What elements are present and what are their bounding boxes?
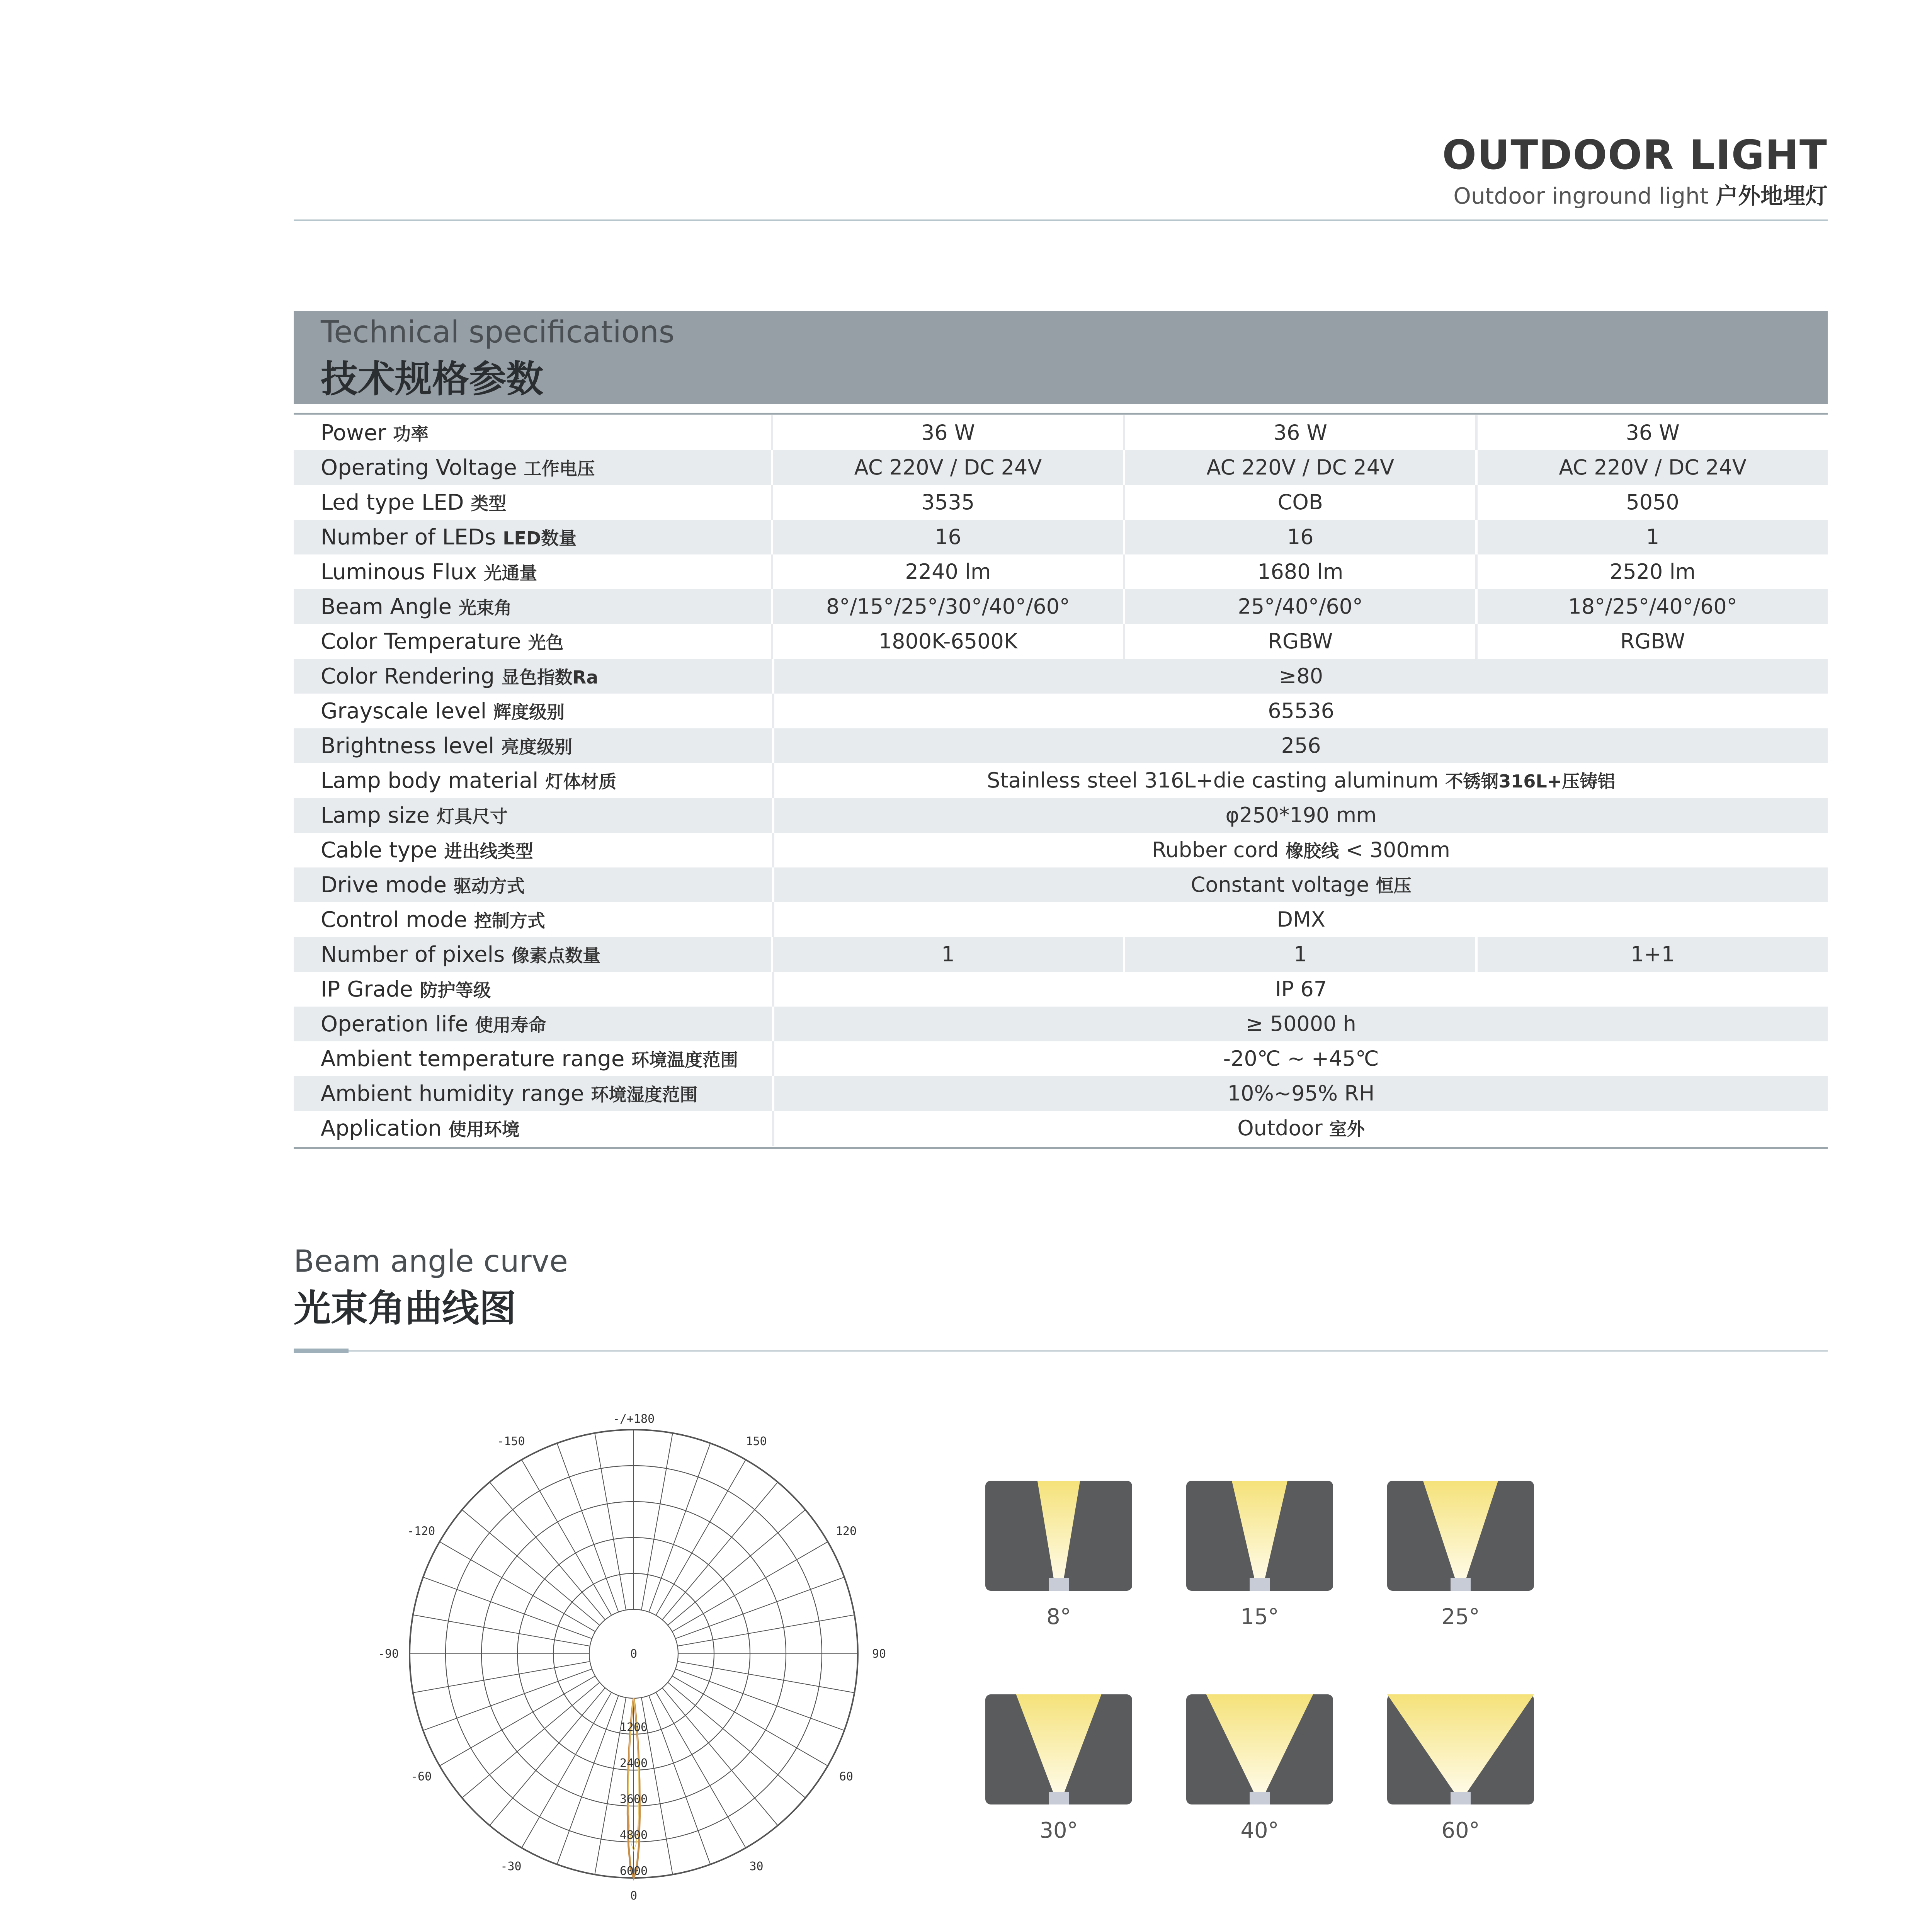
spec-row	[294, 415, 1828, 450]
spec-label-en: Power	[321, 420, 386, 446]
spec-cell: 16	[771, 520, 1123, 554]
spec-value: -20℃ ~ +45℃	[1223, 1046, 1379, 1071]
subtitle-en: Outdoor inground light	[1453, 183, 1709, 209]
spec-label-cn: 控制方式	[474, 910, 545, 931]
polar-spoke	[675, 1577, 844, 1639]
spec-label-en: Led type LED	[321, 490, 464, 515]
spec-label-en: Control mode	[321, 907, 468, 932]
spec-cell: 16	[1123, 520, 1475, 554]
spec-cell-span	[772, 728, 1828, 763]
polar-angle-label: -30	[500, 1859, 522, 1873]
spec-cell: 3535	[771, 485, 1123, 520]
polar-angle-label: 60	[839, 1770, 853, 1784]
lamp-base	[1250, 1792, 1270, 1804]
spec-title-en: Technical specifications	[321, 315, 675, 350]
polar-spoke	[557, 1696, 619, 1864]
spec-cell: 18°/25°/40°/60°	[1475, 589, 1828, 624]
spec-value: Stainless steel 316L+die casting aluminum	[987, 768, 1439, 793]
beam-angle-label: 25°	[1441, 1604, 1480, 1629]
polar-label-bottom: 0	[630, 1889, 638, 1903]
spec-row-label	[294, 698, 772, 724]
spec-row	[294, 520, 1828, 554]
polar-spoke	[413, 1662, 590, 1693]
polar-spoke	[641, 1433, 673, 1610]
spec-label-cn: 光束角	[458, 597, 512, 618]
spec-label-cn: 显色指数Ra	[501, 667, 599, 688]
spec-label-en: IP Grade	[321, 977, 413, 1002]
polar-radial-label: 6000	[619, 1864, 648, 1878]
lamp-base	[1451, 1792, 1471, 1804]
spec-cell: 5050	[1475, 485, 1828, 520]
spec-row-label	[294, 524, 771, 550]
spec-cell-span	[772, 833, 1828, 867]
spec-label-cn: 工作电压	[524, 458, 595, 479]
spec-label-cn: 类型	[471, 493, 507, 514]
polar-angle-label: -120	[407, 1524, 435, 1538]
spec-label-cn: 像素点数量	[512, 945, 601, 966]
spec-cell-span	[772, 798, 1828, 833]
polar-radial-label: 2400	[619, 1757, 648, 1770]
polar-radial-label: 3600	[619, 1793, 648, 1806]
spec-row	[294, 833, 1828, 867]
spec-label-en: Number of pixels	[321, 942, 505, 967]
spec-cell: 36 W	[1475, 415, 1828, 450]
polar-radial-label: 1200	[619, 1721, 648, 1734]
beam-angle-label: 60°	[1441, 1818, 1480, 1843]
beam-tile	[1186, 1694, 1333, 1804]
lamp-base	[1049, 1578, 1069, 1591]
spec-value: ≥80	[1279, 664, 1323, 688]
spec-cell: 1	[1123, 937, 1475, 972]
spec-label-cn: LED数量	[503, 528, 577, 549]
spec-row-label	[294, 629, 771, 654]
spec-cell: 1680 lm	[1123, 554, 1475, 589]
spec-table	[294, 415, 1828, 1146]
spec-row-label	[294, 837, 772, 863]
subtitle-cn: 户外地埋灯	[1715, 183, 1828, 209]
spec-row-label	[294, 559, 771, 585]
lamp-base	[1049, 1792, 1069, 1804]
polar-spoke	[662, 1482, 778, 1620]
spec-label-cn: 环境湿度范围	[591, 1084, 698, 1105]
spec-row	[294, 972, 1828, 1007]
spec-row-label	[294, 907, 772, 932]
spec-row-label	[294, 420, 771, 446]
spec-cell-span	[772, 763, 1828, 798]
polar-spoke	[662, 1688, 778, 1825]
page-title: OUTDOOR LIGHT	[1442, 131, 1828, 179]
spec-label-en: Ambient humidity range	[321, 1081, 584, 1106]
polar-spoke	[677, 1615, 854, 1646]
spec-row-label	[294, 976, 772, 1002]
spec-label-en: Operating Voltage	[321, 455, 517, 480]
spec-row-label	[294, 1081, 772, 1106]
polar-spoke	[649, 1696, 710, 1864]
spec-label-cn: 亮度级别	[501, 736, 573, 757]
polar-spoke	[423, 1577, 592, 1639]
polar-spoke	[668, 1510, 805, 1625]
polar-label-center: 0	[630, 1647, 638, 1661]
spec-row	[294, 554, 1828, 589]
spec-cell: AC 220V / DC 24V	[1475, 450, 1828, 485]
spec-label-en: Operation life	[321, 1012, 468, 1037]
spec-cell: RGBW	[1123, 624, 1475, 659]
spec-cell-span	[772, 1007, 1828, 1041]
beam-tile	[1387, 1481, 1534, 1591]
spec-label-cn: 光色	[528, 632, 564, 653]
polar-angle-label: 30	[749, 1859, 764, 1873]
spec-label-cn: 防护等级	[420, 980, 491, 1001]
spec-value: 10%~95% RH	[1227, 1081, 1375, 1105]
spec-cell: 2520 lm	[1475, 554, 1828, 589]
polar-diagram	[363, 1399, 912, 1917]
lamp-base	[1451, 1578, 1471, 1591]
spec-value: 256	[1281, 733, 1321, 758]
lamp-base	[1250, 1578, 1270, 1591]
polar-angle-label: 150	[746, 1435, 767, 1449]
polar-spoke	[649, 1443, 710, 1612]
polar-spoke	[490, 1482, 605, 1620]
spec-cell-span	[772, 659, 1828, 694]
spec-label-en: Lamp body material	[321, 768, 539, 793]
spec-cell-span	[772, 694, 1828, 728]
spec-value: ≥ 50000 h	[1246, 1012, 1356, 1036]
spec-label-cn: 使用寿命	[475, 1015, 546, 1036]
spec-row-label	[294, 768, 772, 793]
polar-spoke	[413, 1615, 590, 1646]
polar-spoke	[462, 1510, 600, 1625]
spec-label-en: Luminous Flux	[321, 560, 477, 585]
spec-label-cn: 灯具尺寸	[436, 806, 508, 827]
spec-cell-span	[772, 972, 1828, 1007]
spec-label-en: Grayscale level	[321, 699, 487, 724]
spec-row-label	[294, 942, 771, 967]
spec-cell: RGBW	[1475, 624, 1828, 659]
polar-angle-label: -150	[497, 1435, 525, 1449]
spec-cell: 1	[771, 937, 1123, 972]
spec-cell: 8°/15°/25°/30°/40°/60°	[771, 589, 1123, 624]
spec-row	[294, 694, 1828, 728]
spec-row	[294, 589, 1828, 624]
polar-angle-label: -60	[410, 1770, 432, 1784]
polar-spoke	[668, 1682, 805, 1798]
polar-label-top: -/+180	[612, 1412, 655, 1426]
spec-row	[294, 937, 1828, 972]
beam-tile	[1186, 1481, 1333, 1591]
beam-tile	[985, 1694, 1132, 1804]
spec-cell: 36 W	[1123, 415, 1475, 450]
spec-label-en: Cable type	[321, 838, 437, 863]
polar-spoke	[677, 1662, 854, 1693]
spec-label-en: Color Rendering	[321, 664, 495, 689]
spec-cell: 1800K-6500K	[771, 624, 1123, 659]
spec-label-en: Brightness level	[321, 733, 495, 759]
spec-row	[294, 659, 1828, 694]
spec-row-label	[294, 803, 772, 828]
spec-row-label	[294, 733, 772, 759]
spec-value: φ250*190 mm	[1225, 803, 1377, 827]
spec-row	[294, 763, 1828, 798]
spec-label-cn: 使用环境	[448, 1119, 520, 1140]
beam-tile	[985, 1481, 1132, 1591]
spec-label-en: Drive mode	[321, 872, 447, 898]
polar-spoke	[675, 1669, 844, 1730]
spec-value-cn: 不锈钢316L+压铸铝	[1445, 771, 1616, 792]
spec-table-top-rule	[294, 413, 1828, 415]
spec-value: 65536	[1268, 699, 1334, 723]
polar-radial-label: 4800	[619, 1828, 648, 1842]
spec-value-cn: 恒压	[1376, 875, 1412, 896]
header-divider	[294, 219, 1828, 221]
spec-row	[294, 485, 1828, 520]
polar-angle-label: -90	[378, 1647, 399, 1661]
polar-angle-label: 90	[872, 1647, 886, 1661]
spec-table-bottom-rule	[294, 1147, 1828, 1149]
spec-cell: 2240 lm	[771, 554, 1123, 589]
spec-cell: 36 W	[771, 415, 1123, 450]
polar-spoke	[595, 1433, 626, 1610]
spec-row	[294, 624, 1828, 659]
spec-row-label	[294, 1116, 772, 1141]
spec-value: IP 67	[1275, 977, 1327, 1001]
spec-row	[294, 1111, 1828, 1146]
spec-value: Constant voltage	[1190, 872, 1369, 897]
spec-row	[294, 798, 1828, 833]
beam-divider-accent	[294, 1349, 349, 1353]
spec-row	[294, 1041, 1828, 1076]
polar-spoke	[490, 1688, 605, 1825]
spec-label-cn: 环境温度范围	[631, 1049, 738, 1070]
polar-spoke	[557, 1443, 619, 1612]
spec-label-en: Beam Angle	[321, 594, 452, 619]
polar-spoke	[462, 1682, 600, 1798]
spec-value: Outdoor	[1237, 1116, 1323, 1140]
polar-spoke	[423, 1669, 592, 1730]
spec-label-cn: 进出线类型	[444, 841, 533, 862]
spec-label-cn: 驱动方式	[453, 876, 525, 896]
spec-row	[294, 728, 1828, 763]
spec-value: DMX	[1277, 907, 1325, 932]
spec-label-cn: 灯体材质	[545, 771, 617, 792]
spec-cell-span	[772, 902, 1828, 937]
spec-row	[294, 1076, 1828, 1111]
beam-divider	[294, 1350, 1828, 1352]
beam-title-en: Beam angle curve	[294, 1244, 568, 1279]
spec-cell-span	[772, 1111, 1828, 1146]
beam-tile	[1387, 1694, 1534, 1804]
spec-row-label	[294, 1011, 772, 1037]
spec-label-cn: 光通量	[484, 563, 537, 583]
spec-label-en: Lamp size	[321, 803, 430, 828]
page-subtitle	[1005, 178, 1828, 210]
spec-label-en: Color Temperature	[321, 629, 521, 654]
spec-row-label	[294, 455, 771, 480]
spec-row-label	[294, 594, 771, 619]
spec-row	[294, 902, 1828, 937]
spec-cell-span	[772, 1041, 1828, 1076]
spec-cell: 25°/40°/60°	[1123, 589, 1475, 624]
spec-cell: AC 220V / DC 24V	[1123, 450, 1475, 485]
beam-title-cn: 光束角曲线图	[294, 1287, 516, 1330]
spec-row	[294, 450, 1828, 485]
beam-angle-label: 15°	[1240, 1604, 1279, 1629]
spec-value-cn: 室外	[1329, 1119, 1365, 1139]
spec-label-en: Application	[321, 1116, 442, 1141]
spec-cell-span	[772, 867, 1828, 902]
spec-value: Rubber cord	[1152, 838, 1279, 862]
spec-value-tail: < 300mm	[1339, 838, 1450, 862]
beam-angle-label: 30°	[1039, 1818, 1078, 1843]
spec-row	[294, 1007, 1828, 1041]
spec-row-label	[294, 663, 772, 689]
spec-label-en: Ambient temperature range	[321, 1046, 625, 1071]
spec-row-label	[294, 872, 772, 898]
spec-cell: COB	[1123, 485, 1475, 520]
spec-row-label	[294, 1046, 772, 1071]
spec-label-cn: 辉度级别	[493, 702, 565, 723]
spec-row-label	[294, 490, 771, 515]
beam-angle-label: 40°	[1240, 1818, 1279, 1843]
spec-cell: 1	[1475, 520, 1828, 554]
spec-cell-span	[772, 1076, 1828, 1111]
spec-label-en: Number of LEDs	[321, 525, 496, 550]
spec-value-cn: 橡胶线	[1286, 840, 1339, 861]
polar-angle-label: 120	[835, 1524, 857, 1538]
spec-title-cn: 技术规格参数	[321, 357, 543, 401]
spec-label-cn: 功率	[393, 423, 429, 444]
spec-cell: AC 220V / DC 24V	[771, 450, 1123, 485]
spec-row	[294, 867, 1828, 902]
beam-angle-label: 8°	[1046, 1604, 1071, 1629]
spec-cell: 1+1	[1475, 937, 1828, 972]
